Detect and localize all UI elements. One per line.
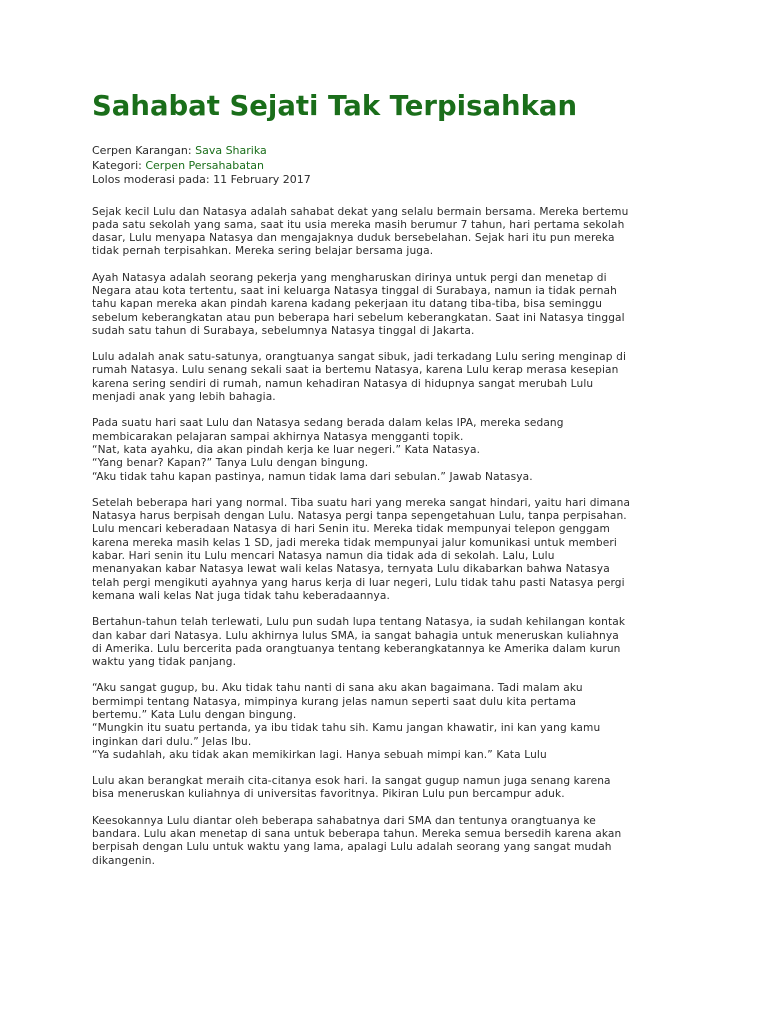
paragraph-line: “Mungkin itu suatu pertanda, ya ibu tidak tahu sih. Kamu jangan khawatir, ini kan yang kamu bbox=[92, 722, 601, 735]
paragraph-line: kabar. Hari senin itu Lulu mencari Natasya namun dia tidak ada di sekolah. Lalu, Lulu bbox=[92, 550, 555, 563]
paragraph-line: tahu kapan mereka akan pindah karena kadang pekerjaan itu datang tiba-tiba, bisa seminggu bbox=[92, 298, 603, 311]
author-line bbox=[92, 144, 676, 159]
paragraph-line: Negara atau kota tertentu, saat ini keluarga Natasya tinggal di Surabaya, namun ia tidak pernah bbox=[92, 284, 618, 297]
author-link[interactable]: Sava Sharika bbox=[195, 144, 267, 157]
paragraph-line: menjadi anak yang lebih bahagia. bbox=[92, 391, 276, 404]
story-paragraph bbox=[92, 206, 676, 259]
story-paragraph bbox=[92, 351, 676, 404]
paragraph-line: Natasya harus berpisah dengan Lulu. Natasya pergi tanpa sepengetahuan Lulu, tanpa perpisahan. bbox=[92, 510, 627, 523]
paragraph-line: sudah satu tahun di Surabaya, sebelumnya Natasya tinggal di Jakarta. bbox=[92, 324, 475, 337]
paragraph-line: sebelum keberangkatan atau pun beberapa hari sebelum keberangkatan. Saat ini Natasya tinggal bbox=[92, 311, 625, 324]
paragraph-line: Pada suatu hari saat Lulu dan Natasya sedang berada dalam kelas IPA, mereka sedang bbox=[92, 417, 564, 430]
story-paragraph bbox=[92, 775, 676, 802]
paragraph-line: waktu yang tidak panjang. bbox=[92, 656, 237, 669]
category-label: Kategori: bbox=[92, 158, 146, 172]
story-paragraph bbox=[92, 616, 676, 669]
paragraph-line: bermimpi tentang Natasya, mimpinya kurang jelas namun seperti saat dulu kita pertama bbox=[92, 695, 577, 708]
paragraph-line: menanyakan kabar Natasya lewat wali kelas Natasya, ternyata Lulu dikabarkan bahwa Natasya bbox=[92, 563, 610, 576]
paragraph-line: “Yang benar? Kapan?” Tanya Lulu dengan bingung. bbox=[92, 457, 369, 470]
paragraph-line: kemana wali kelas Nat juga tidak tahu keberadaannya. bbox=[92, 589, 390, 602]
paragraph-line: tidak pernah terpisahkan. Mereka sering belajar bersama juga. bbox=[92, 245, 434, 258]
paragraph-line: Setelah beberapa hari yang normal. Tiba suatu hari yang mereka sangat hindari, yaitu hari dimana bbox=[92, 496, 631, 509]
paragraph-line: Ayah Natasya adalah seorang pekerja yang mengharuskan dirinya untuk pergi dan menetap di bbox=[92, 271, 607, 284]
paragraph-line: dan kabar dari Natasya. Lulu akhirnya lulus SMA, ia sangat bahagia untuk meneruskan kuliahnya bbox=[92, 629, 619, 642]
paragraph-line: “Nat, kata ayahku, dia akan pindah kerja ke luar negeri.” Kata Natasya. bbox=[92, 443, 481, 456]
article-meta bbox=[92, 144, 676, 188]
paragraph-line: karena mereka masih kelas 1 SD, jadi mereka tidak mempunyai jalur komunikasi untuk memberi bbox=[92, 536, 617, 549]
page-title: Sahabat Sejati Tak Terpisahkan bbox=[92, 90, 578, 122]
paragraph-line: Sejak kecil Lulu dan Natasya adalah sahabat dekat yang selalu bermain bersama. Mereka bertemu bbox=[92, 205, 629, 218]
paragraph-line: inginkan dari dulu.” Jelas Ibu. bbox=[92, 735, 252, 748]
paragraph-line: Lulu adalah anak satu-satunya, orangtuanya sangat sibuk, jadi terkadang Lulu sering menginap di bbox=[92, 351, 627, 364]
author-label: Cerpen Karangan: bbox=[92, 144, 196, 157]
paragraph-line: di Amerika. Lulu bercerita pada orangtuanya tentang keberangkatannya ke Amerika dalam kurun bbox=[92, 642, 621, 655]
paragraph-line: bandara. Lulu akan menetap di sana untuk beberapa tahun. Mereka semua bersedih karena akan bbox=[92, 828, 622, 841]
paragraph-line: “Ya sudahlah, aku tidak akan memikirkan lagi. Hanya sebuah mimpi kan.” Kata Lulu bbox=[92, 748, 547, 761]
paragraph-line: Lulu akan berangkat meraih cita-citanya esok hari. Ia sangat gugup namun juga senang karena bbox=[92, 775, 611, 788]
story-paragraph bbox=[92, 815, 676, 868]
paragraph-line: rumah Natasya. Lulu senang sekali saat ia bertemu Natasya, karena Lulu kerap merasa kesepian bbox=[92, 364, 619, 377]
paragraph-line: membicarakan pelajaran sampai akhirnya Natasya mengganti topik. bbox=[92, 430, 464, 443]
story-paragraph bbox=[92, 497, 676, 603]
story-paragraph bbox=[92, 682, 676, 762]
story-body bbox=[92, 206, 676, 868]
paragraph-line: pada satu sekolah yang sama, saat itu usia mereka masih berumur 7 tahun, hari pertama sekolah bbox=[92, 218, 625, 231]
paragraph-line: bisa meneruskan kuliahnya di universitas favoritnya. Pikiran Lulu pun bercampur aduk. bbox=[92, 788, 565, 801]
story-paragraph bbox=[92, 272, 676, 338]
paragraph-line: “Aku tidak tahu kapan pastinya, namun tidak lama dari sebulan.” Jawab Natasya. bbox=[92, 470, 533, 483]
paragraph-line: Keesokannya Lulu diantar oleh beberapa sahabatnya dari SMA dan tentunya orangtuanya ke bbox=[92, 814, 596, 827]
paragraph-line: berpisah dengan Lulu untuk waktu yang lama, apalagi Lulu adalah seorang yang sangat mudah bbox=[92, 841, 612, 854]
story-paragraph bbox=[92, 417, 676, 483]
paragraph-line: dikangenin. bbox=[92, 854, 156, 867]
paragraph-line: Lulu mencari keberadaan Natasya di hari Senin itu. Mereka tidak mempunyai telepon genggam bbox=[92, 523, 610, 536]
category-line bbox=[92, 159, 676, 174]
document-page bbox=[92, 88, 676, 881]
paragraph-line: Bertahun-tahun telah terlewati, Lulu pun sudah lupa tentang Natasya, ia sudah kehilangan kontak bbox=[92, 616, 626, 629]
paragraph-line: “Aku sangat gugup, bu. Aku tidak tahu nanti di sana aku akan bagaimana. Tadi malam aku bbox=[92, 682, 583, 695]
moderation-date: Lolos moderasi pada: 11 February 2017 bbox=[92, 173, 311, 186]
paragraph-line: telah pergi mengikuti ayahnya yang harus kerja di luar negeri, Lulu tidak tahu pasti Natasya pergi bbox=[92, 576, 625, 589]
category-link[interactable]: Cerpen Persahabatan bbox=[145, 158, 264, 172]
paragraph-line: bertemu.” Kata Lulu dengan bingung. bbox=[92, 709, 297, 721]
paragraph-line: dasar, Lulu menyapa Natasya dan mengajaknya duduk bersebelahan. Sejak hari itu pun mereka bbox=[92, 232, 615, 245]
paragraph-line: karena sering sendiri di rumah, namun kehadiran Natasya di hidupnya sangat merubah Lulu bbox=[92, 377, 594, 390]
